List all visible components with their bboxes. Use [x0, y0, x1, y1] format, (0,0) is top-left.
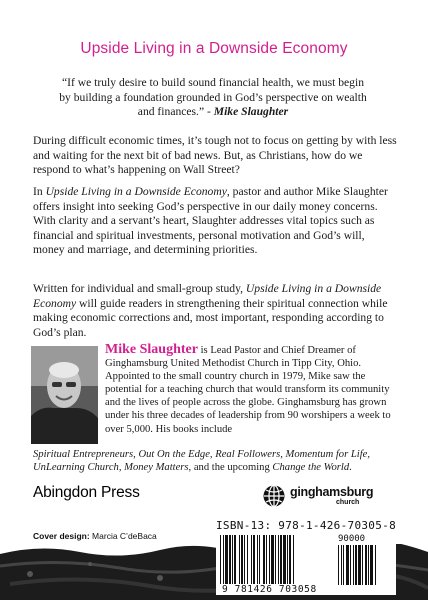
church-sub: church — [336, 499, 360, 506]
quote-author: Mike Slaughter — [213, 105, 289, 119]
globe-icon — [262, 484, 288, 508]
cover-design-label: Cover design: — [33, 531, 90, 541]
book-title: Upside Living in a Downside Economy — [80, 40, 348, 57]
paragraph-description — [33, 185, 397, 258]
church-name: ginghamsburg — [290, 485, 374, 499]
paragraph-text: , pastor and author Mike Slaughter offers insight into seeking God’s perspective in our daily money concerns. With clarity and a servant’s heart, Slaughter addresses vital topics such as financial and spiritual investments, personal motivation and God’s will, money and marriage, and determining priorities. — [33, 185, 388, 257]
price-barcode-bars — [338, 545, 376, 585]
isbn: ISBN-13: 978-1-426-70305-8 — [216, 519, 396, 532]
cover-designer-name: Marcia C’deBaca — [89, 531, 157, 541]
bio-text: and the upcoming — [191, 462, 273, 474]
author-name: Mike Slaughter — [105, 342, 198, 357]
cover-design-credit — [33, 531, 157, 541]
paragraph-text: Written for individual and small-group study, — [33, 282, 246, 295]
paragraph-text: will guide readers in strengthening their spiritual connection while making economic corrections and, most important, responding according to God’s plan. — [33, 296, 388, 339]
paragraph-text: In — [33, 185, 46, 198]
barcode-number: 9 781426 703058 — [222, 584, 317, 595]
quote-text: “If we truly desire to build sound financial health, we must begin by building a foundation grounded in God’s perspective on wealth and finances.” - — [59, 76, 367, 119]
bio-text: . — [349, 462, 352, 474]
barcode-bars — [220, 535, 294, 585]
publisher-logo: Abingdon Press — [33, 484, 140, 501]
author-books — [33, 448, 399, 474]
author-photo — [31, 346, 98, 444]
books-list: Spiritual Entrepreneurs, Out On the Edge, Real Followers, Momentum for Life, UnLearning Church, Money Matters, — [33, 449, 371, 474]
author-bio — [105, 343, 395, 436]
paragraph-study — [33, 282, 397, 340]
pull-quote — [58, 76, 368, 120]
church-logo — [262, 484, 372, 510]
paragraph-intro: During difficult economic times, it’s tough not to focus on getting by with less and waiting for the next bit of bad news. But, as Christians, how do we respond to what’s happening on Wall Street? — [33, 134, 397, 177]
book-title-inline: Upside Living in a Downside Economy — [45, 185, 227, 198]
price-code: 90000 — [338, 534, 366, 544]
book-title-inline: Upside Living in a Downside Economy — [33, 282, 382, 310]
bio-text: is Lead Pastor and Chief Dreamer of Ginghamsburg United Methodist Church in Tipp City, Ohio. Appointed to the small country church in 1979, Mike saw the potential for a teaching church that would transform its community and the lives of people across the globe. Ginghamsburg has grown under his three decades of leadership from 90 worshipers a week to over 5,000. His books include — [105, 345, 391, 435]
upcoming-book: Change the World — [272, 462, 350, 474]
